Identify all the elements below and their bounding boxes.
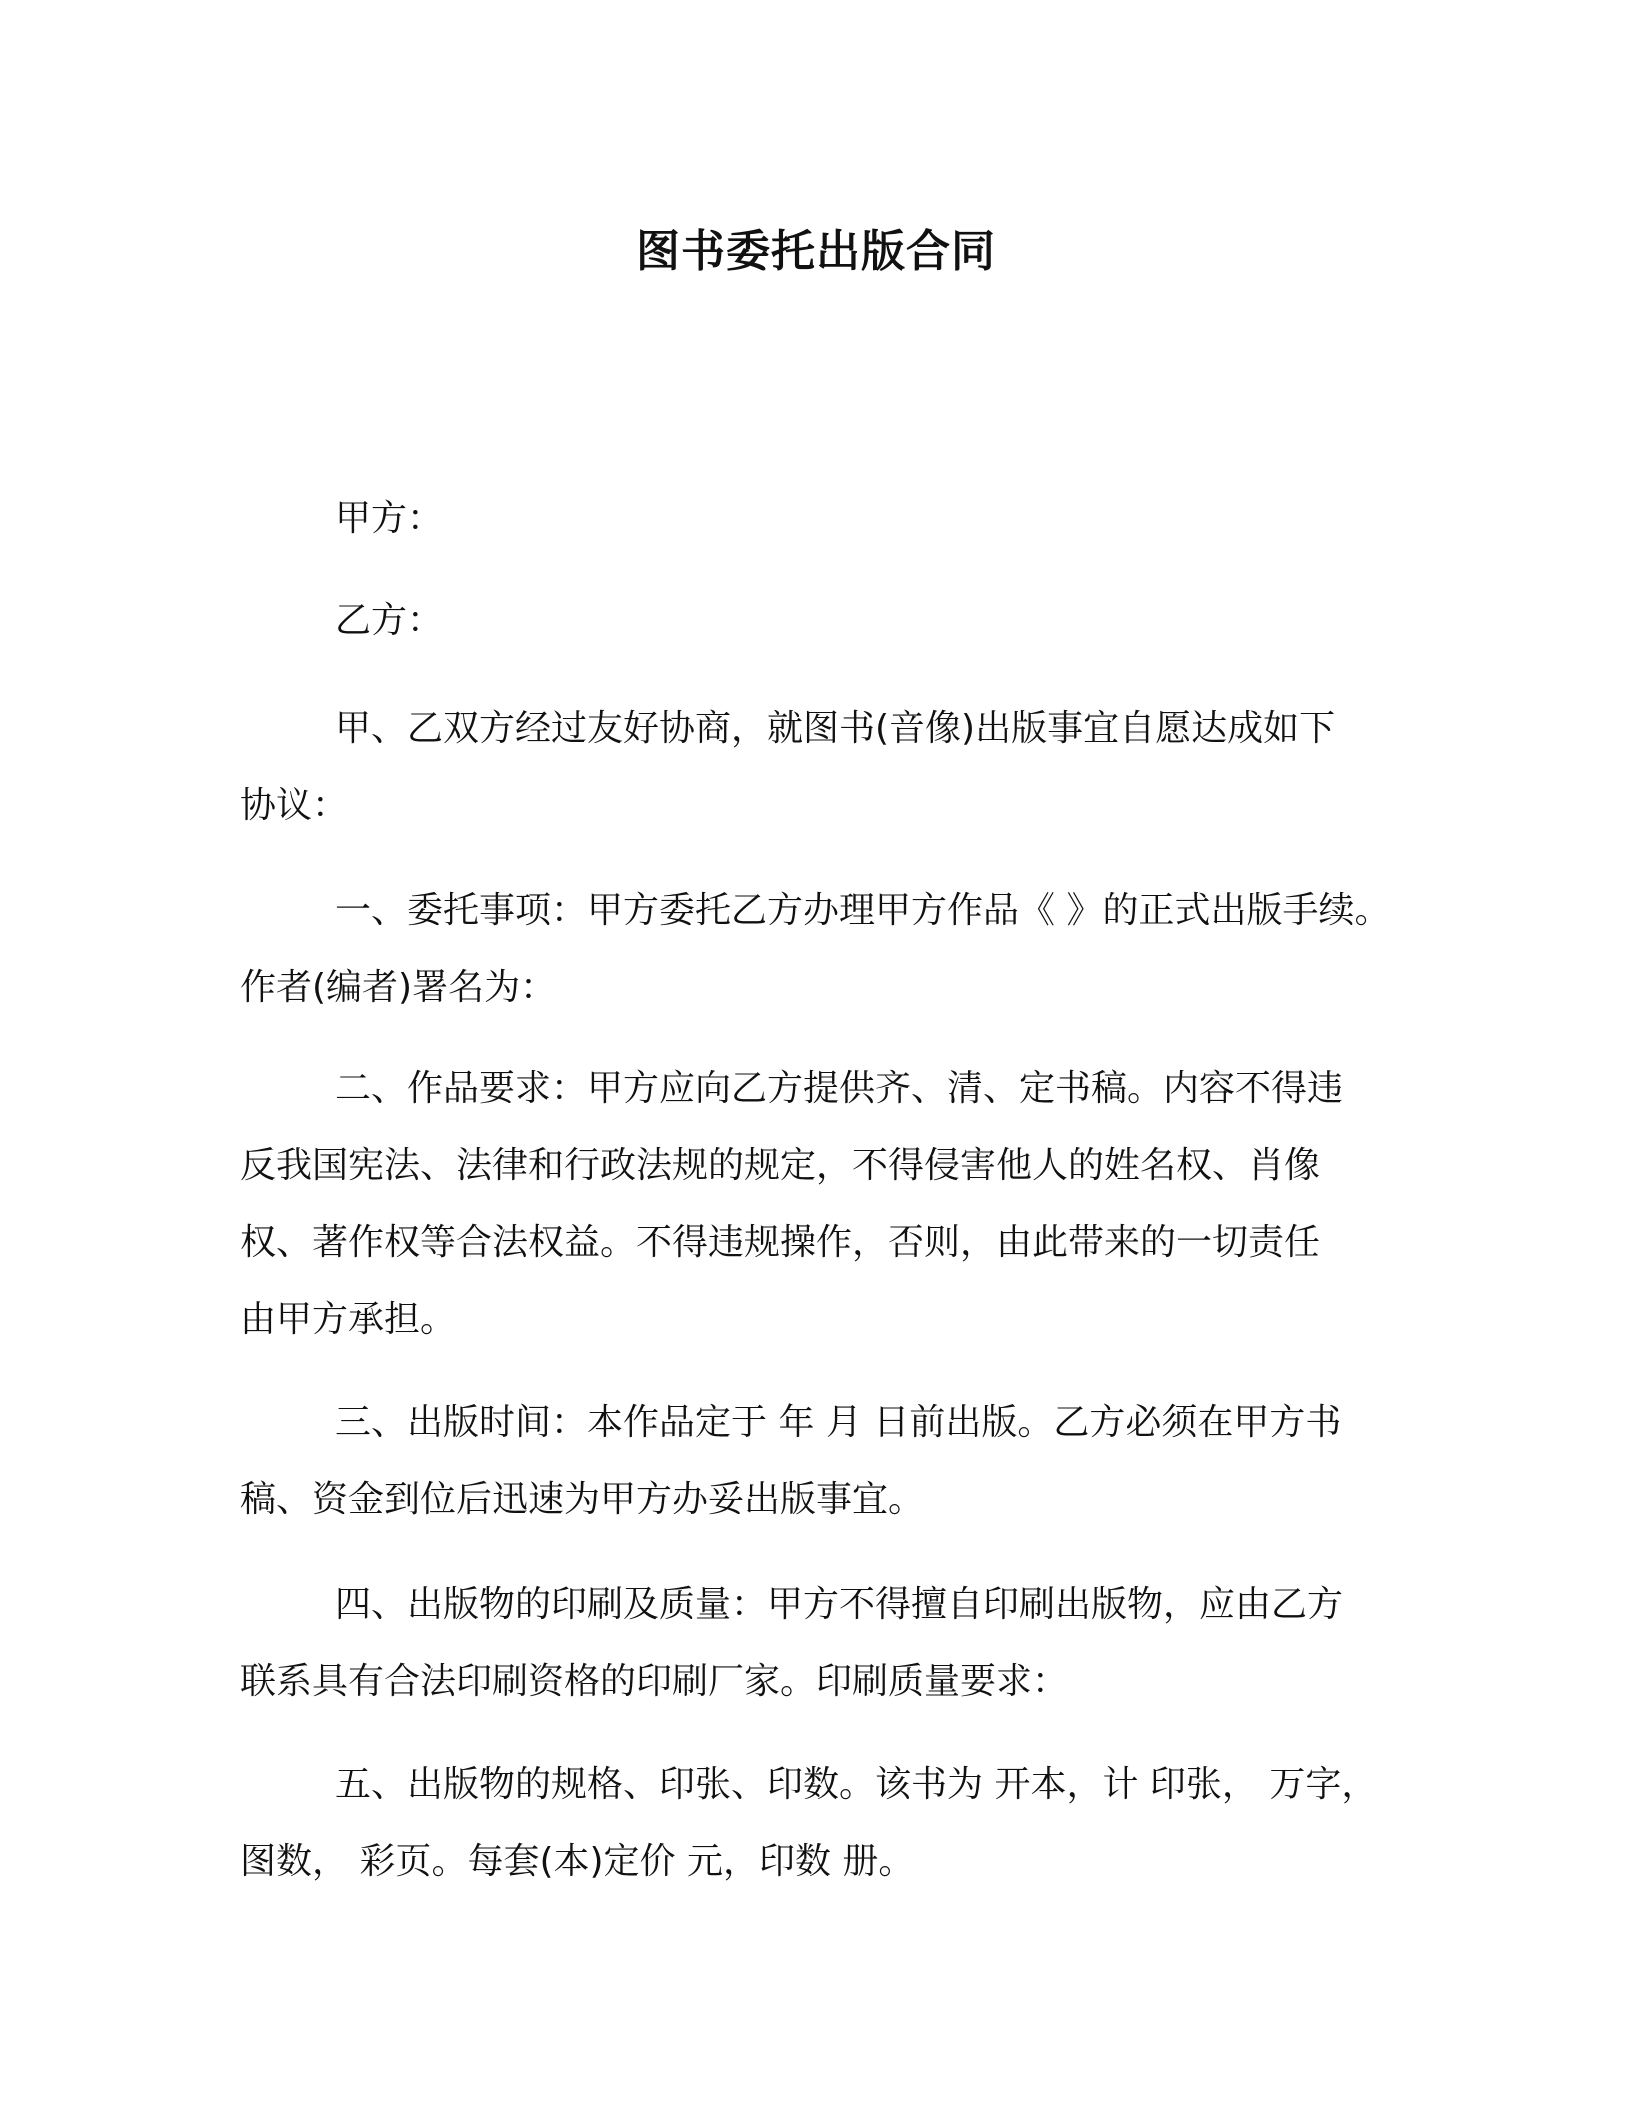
paragraph-line: 一、委托事项：甲方委托乙方办理甲方作品《 》的正式出版手续。 <box>335 890 1391 931</box>
party-b-label: 乙方： <box>335 600 444 641</box>
paragraph-clause-2 <box>240 1050 1420 1358</box>
document-title: 图书委托出版合同 <box>636 226 996 277</box>
paragraph-line: 四、出版物的印刷及质量：甲方不得擅自印刷出版物，应由乙方 <box>335 1584 1344 1625</box>
party-a-label: 甲方： <box>335 498 444 539</box>
paragraph-line: 由甲方承担。 <box>240 1299 457 1340</box>
paragraph-line: 反我国宪法、法律和行政法规的规定，不得侵害他人的姓名权、肖像 <box>240 1145 1321 1186</box>
paragraph-line: 作者(编者)署名为： <box>240 967 557 1008</box>
paragraph-line: 联系具有合法印刷资格的印刷厂家。印刷质量要求： <box>240 1661 1069 1702</box>
paragraph-intro <box>240 690 1420 844</box>
paragraph-line: 二、作品要求：甲方应向乙方提供齐、清、定书稿。内容不得违 <box>335 1068 1344 1109</box>
paragraph-line: 权、著作权等合法权益。不得违规操作，否则，由此带来的一切责任 <box>240 1222 1321 1263</box>
paragraph-clause-4 <box>240 1566 1420 1720</box>
party-b-line <box>240 582 1420 659</box>
paragraph-line: 五、出版物的规格、印张、印数。该书为 开本，计 印张， 万字， <box>335 1764 1378 1805</box>
paragraph-clause-1 <box>240 872 1420 1026</box>
paragraph-clause-5 <box>240 1746 1420 1900</box>
party-a-line <box>240 480 1420 557</box>
paragraph-line: 三、出版时间：本作品定于 年 月 日前出版。乙方必须在甲方书 <box>335 1402 1342 1443</box>
paragraph-clause-3 <box>240 1384 1420 1538</box>
paragraph-line: 协议： <box>240 785 349 826</box>
paragraph-line: 甲、乙双方经过友好协商，就图书(音像)出版事宜自愿达成如下 <box>335 708 1336 749</box>
paragraph-line: 稿、资金到位后迅速为甲方办妥出版事宜。 <box>240 1479 925 1520</box>
paragraph-line: 图数， 彩页。每套(本)定价 元，印数 册。 <box>240 1841 915 1882</box>
